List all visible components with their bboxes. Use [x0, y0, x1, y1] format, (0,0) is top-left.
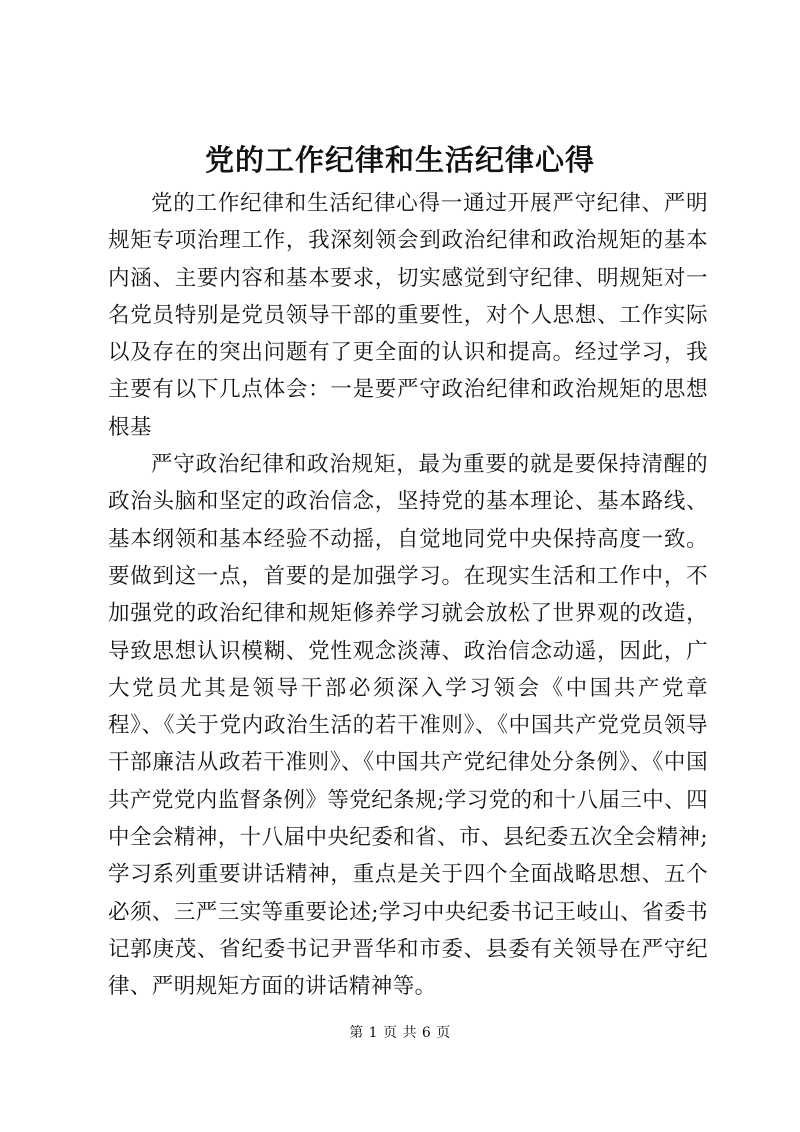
- document-title: 党的工作纪律和生活纪律心得: [204, 143, 595, 177]
- paragraph-2: 严守政治纪律和政治规矩，最为重要的就是要保持清醒的政治头脑和坚定的政治信念，坚持党的基本理论、基本路线、基本纲领和基本经验不动摇，自觉地同党中央保持高度一致。要做到这一点，首要的是加强学习。在现实生活和工作中，不加强党的政治纪律和规矩修养学习就会放松了世界观的改造，导致思想认识模糊、党性观念淡薄、政治信念动遥，因此，广大党员尤其是领导干部必须深入学习领会《中国共产党章程》、《关于党内政治生活的若干准则》、《中国共产党党员领导干部廉洁从政若干准则》、《中国共产党纪律处分条例》、《中国共产党党内监督条例》等党纪条规;学习党的和十八届三中、四中全会精神，十八届中央纪委和省、市、县纪委五次全会精神;学习系列重要讲话精神，重点是关于四个全面战略思想、五个必须、三严三实等重要论述;学习中央纪委书记王岐山、省委书记郭庚茂、省纪委书记尹晋华和市委、县委有关领导在严守纪律、严明规矩方面的讲话精神等。: [108, 452, 708, 1000]
- document-body: [108, 185, 708, 1006]
- page-number-footer: 第 1 页 共 6 页: [349, 1025, 451, 1041]
- paragraph-1: 党的工作纪律和生活纪律心得一通过开展严守纪律、严明规矩专项治理工作，我深刻领会到政治纪律和政治规矩的基本内涵、主要内容和基本要求，切实感觉到守纪律、明规矩对一名党员特别是党员领导干部的重要性，对个人思想、工作实际以及存在的突出问题有了更全面的认识和提高。经过学习，我主要有以下几点体会：一是要严守政治纪律和政治规矩的思想根基: [108, 191, 708, 440]
